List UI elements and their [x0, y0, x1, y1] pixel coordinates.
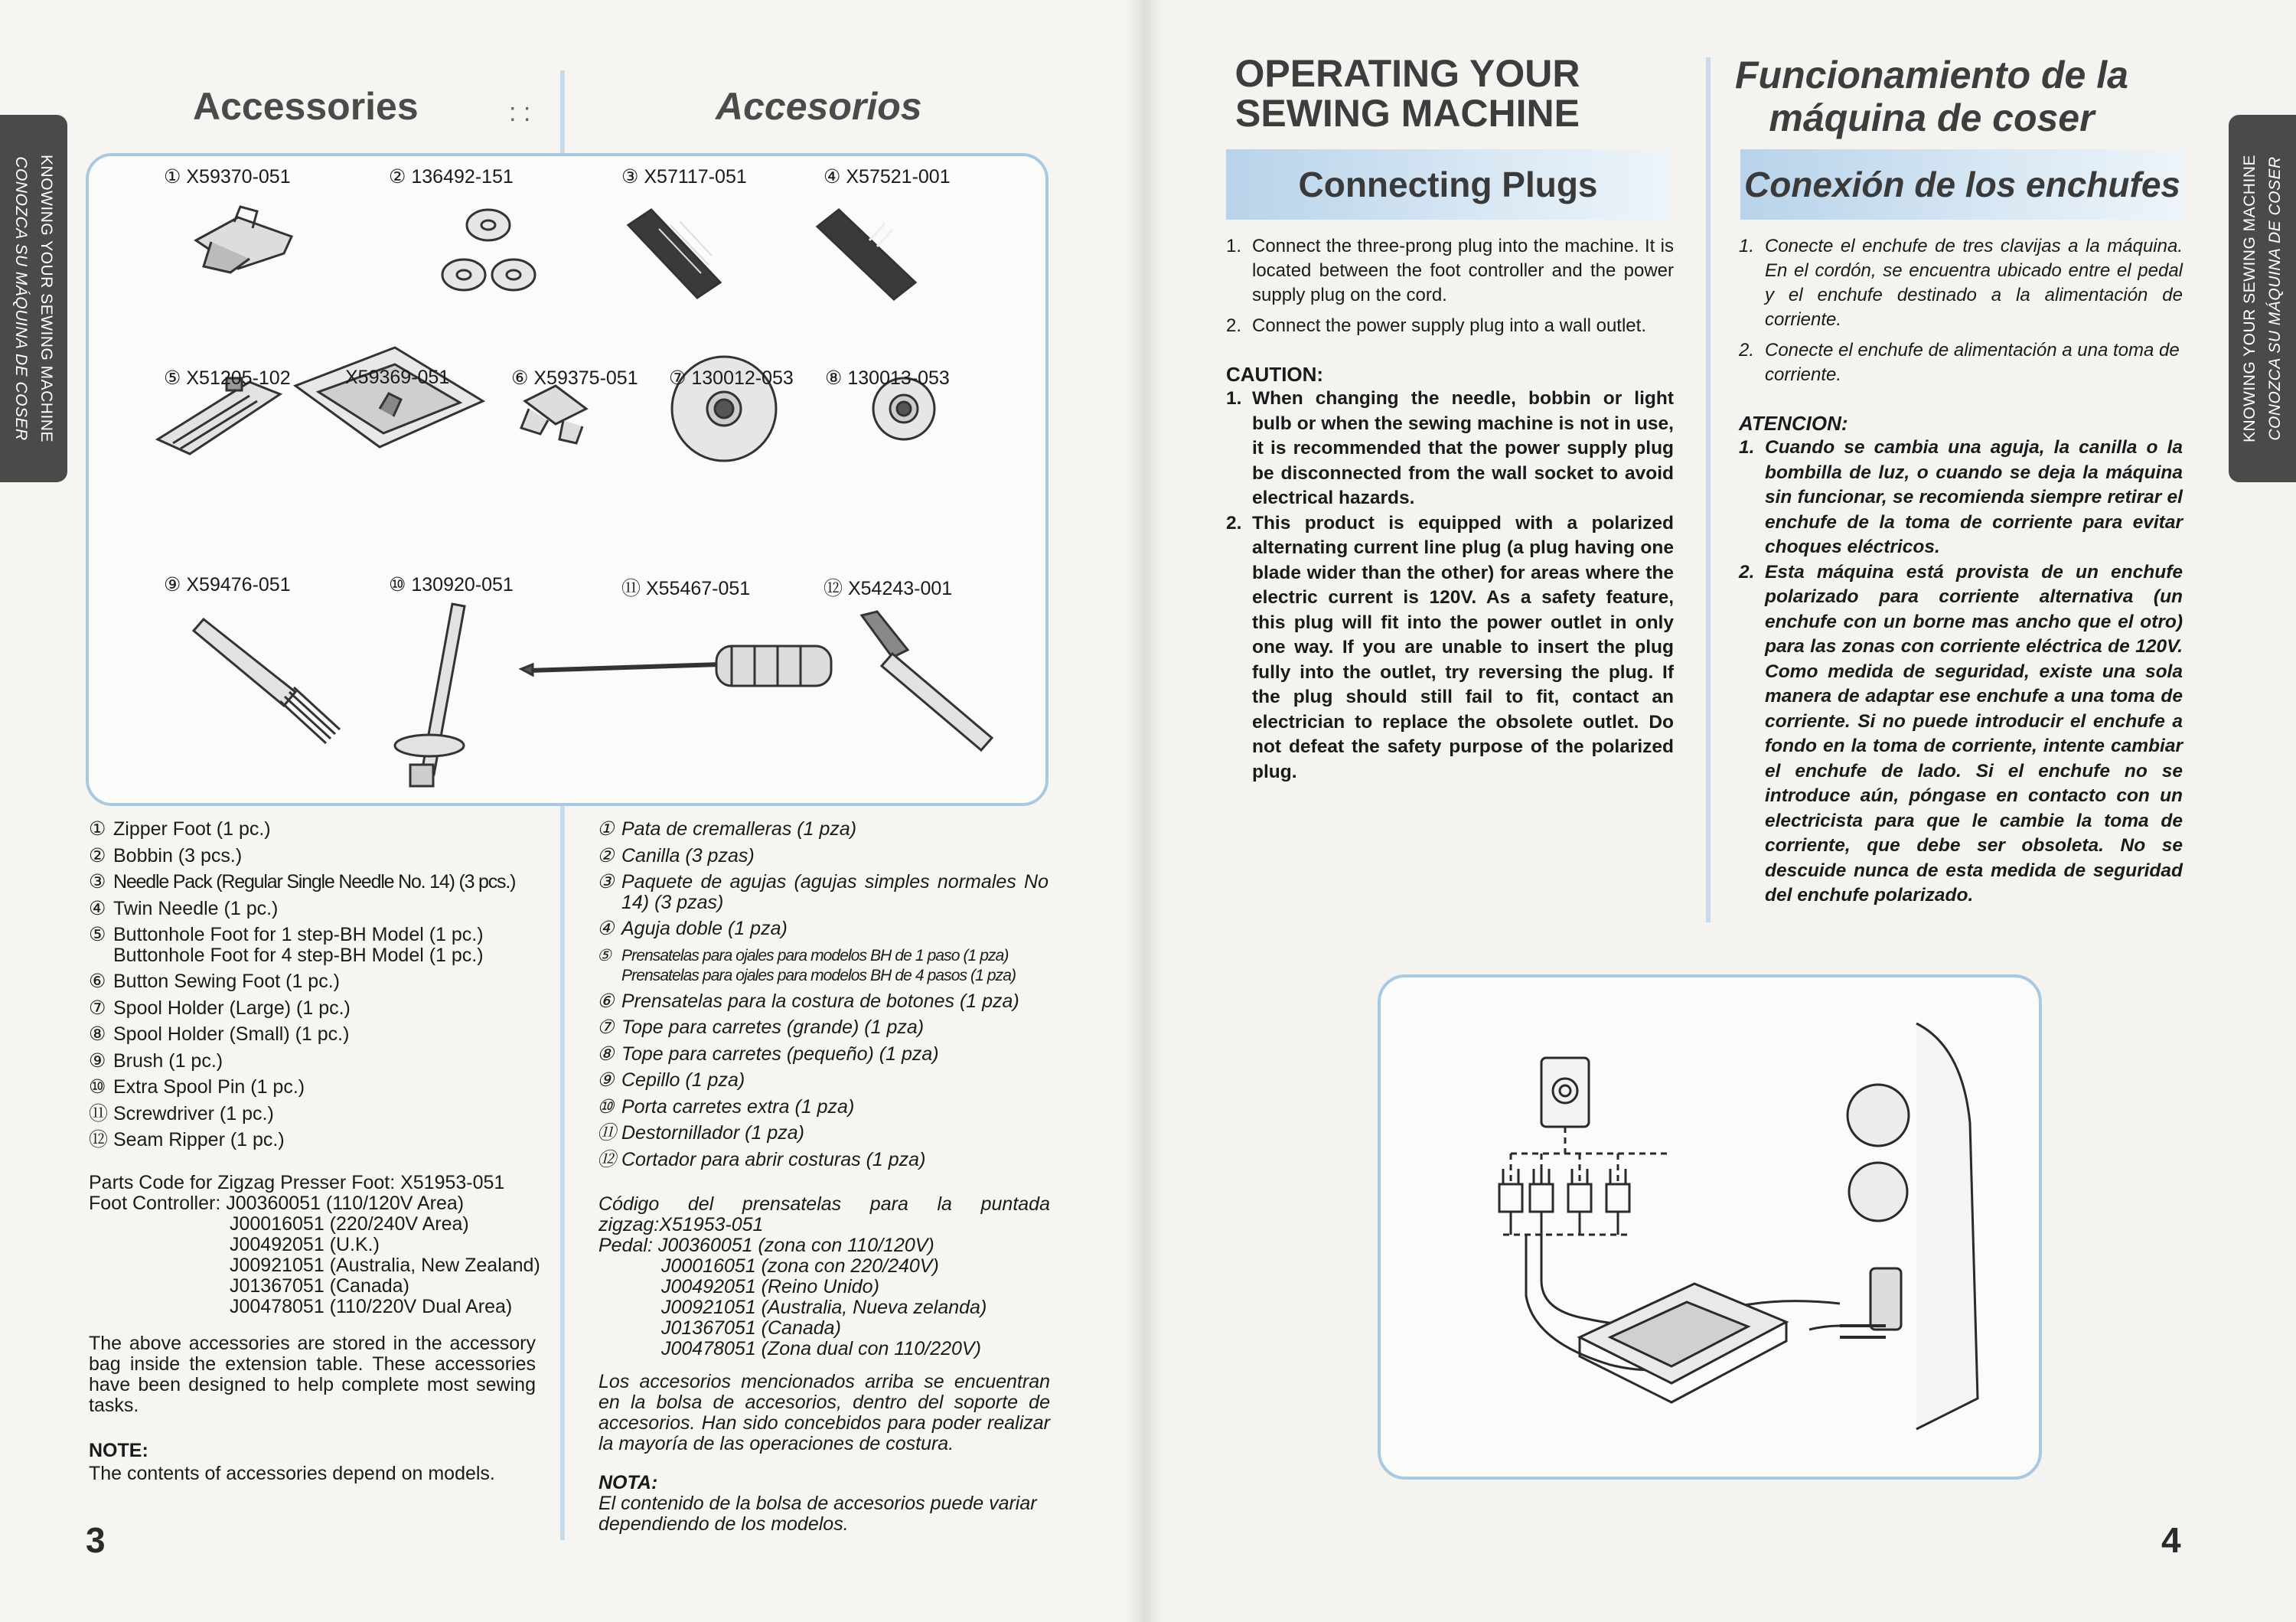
list-item: ③ Paquete de agujas (agujas simples normales No 14) (3 pzas)	[597, 871, 1049, 913]
part-code-9: ⑨ X59476-051	[164, 574, 291, 596]
part-code-2: ② 136492-151	[389, 166, 514, 188]
button-sewing-foot-icon	[521, 386, 586, 443]
steps-en	[1226, 234, 1674, 344]
needle-pack-icon	[628, 210, 720, 298]
accessories-list-es	[597, 816, 1049, 1173]
part-code-4: ④ X57521-001	[823, 166, 951, 188]
accessories-heading-en: Accessories	[193, 85, 419, 128]
zigzag-foot-code: zigzag:X51953-051	[598, 1214, 764, 1235]
list-item: ② Bobbin (3 pcs.)	[89, 844, 243, 866]
accessories-illustrations	[89, 156, 1045, 803]
list-item: 2. This product is equipped with a polarized alternating current line plug (a plug having one blade wider than the other) for areas where the electric current is 120V. As a safety feature, this plug will fit into the power outlet in only one way. If you are unable to insert the plug fully into the outlet, try reversing the plug. If the plug should still fail to fit, contact an electrician to replace the obsolete outlet. Do not defeat the safety purpose of the polarized plug.	[1226, 512, 1674, 782]
accessories-heading-es: Accesorios	[716, 85, 922, 128]
list-item: ⑫ Seam Ripper (1 pc.)	[89, 1129, 285, 1150]
part-code-12: ⑫ X54243-001	[823, 578, 953, 599]
page-number-right: 4	[2161, 1520, 2181, 1560]
brush-icon	[194, 619, 340, 743]
section-side-tab	[2229, 115, 2296, 482]
page-title-en	[1220, 54, 1595, 133]
list-item: ⑥ Button Sewing Foot (1 pc.)	[89, 971, 340, 992]
list-item: ⑧ Spool Holder (Small) (1 pc.)	[89, 1023, 350, 1045]
list-item: ⑨ Brush (1 pc.)	[89, 1049, 223, 1072]
caution-list-es	[1739, 436, 2183, 909]
column-divider	[1706, 57, 1711, 922]
parts-codes-es	[598, 1194, 1050, 1359]
sewing-machine-side-icon	[1809, 1023, 1978, 1429]
storage-note-en: The above accessories are stored in the accessory bag inside the extension table. These accessories have been designed to help complete most sewing tasks.	[89, 1333, 536, 1416]
page-title-es	[1717, 54, 2146, 139]
list-item: ④ Aguja doble (1 pza)	[597, 918, 788, 939]
list-item: ⑪ Screwdriver (1 pc.)	[89, 1102, 274, 1124]
caution-list-en	[1226, 387, 1674, 785]
part-code-11: ⑪ X55467-051	[621, 578, 751, 599]
list-item: ⑨ Cepillo (1 pza)	[597, 1069, 745, 1091]
list-item: 1. Connect the three-prong plug into the machine. It is located between the foot controller and the power supply plug on the cord.	[1226, 236, 1674, 305]
list-item: 1. Conecte el enchufe de tres clavijas a la máquina. En el cordón, se encuentra ubicado entre el pedal y el enchufe destinado a la alimentación de corriente.	[1739, 236, 2183, 330]
accessories-list-en	[89, 816, 540, 1154]
caution-title-en: CAUTION:	[1226, 363, 1324, 386]
title-line: Funcionamiento de la	[1735, 54, 2128, 96]
side-tab-line-en: KNOWING YOUR SEWING MACHINE	[2241, 155, 2258, 442]
part-code-7: ⑦ 130012-053	[669, 367, 794, 389]
foot-controller-code: J00492051 (U.K.)	[230, 1234, 380, 1255]
part-code-1: ① X59370-051	[164, 166, 291, 188]
list-item: ④ Twin Needle (1 pc.)	[89, 897, 279, 919]
list-item: 1. When changing the needle, bobbin or light bulb or when the sewing machine is not in use, it is recommended that the power supply plug be disconnected from the wall socket to avoid electrical hazards.	[1226, 388, 1674, 508]
list-item: Prensatelas para ojales para modelos BH de 4 pasos (1 pza)	[621, 966, 1016, 984]
list-item: ⑤ Prensatelas para ojales para modelos BH de 1 paso (1 pza)	[597, 946, 1009, 964]
foot-controller-icon	[1580, 1284, 1786, 1402]
part-code-3: ③ X57117-051	[621, 166, 747, 188]
extra-spool-pin-icon	[395, 604, 465, 786]
title-line: OPERATING YOUR	[1234, 52, 1580, 95]
list-item: ② Canilla (3 pzas)	[597, 844, 755, 866]
side-tab-line-es: CONOZCA SU MÁQUINA DE COSER	[2266, 156, 2284, 441]
zigzag-foot-code: Parts Code for Zigzag Presser Foot: X51953-051	[89, 1172, 505, 1193]
foot-controller-code: J00016051 (zona con 220/240V)	[661, 1255, 939, 1277]
list-item: ① Pata de cremalleras (1 pza)	[597, 818, 857, 840]
note-text-en: The contents of accessories depend on models.	[89, 1463, 495, 1484]
list-item: ⑫ Cortador para abrir costuras (1 pza)	[597, 1148, 926, 1170]
zipper-foot-icon	[196, 207, 292, 273]
list-item: ③ Needle Pack (Regular Single Needle No. 14) (3 pcs.)	[89, 871, 516, 893]
list-item: ⑧ Tope para carretes (pequeño) (1 pza)	[597, 1043, 939, 1065]
foot-controller-code: J00478051 (110/220V Dual Area)	[230, 1296, 513, 1317]
list-item: ⑦ Tope para carretes (grande) (1 pza)	[597, 1017, 925, 1038]
list-item: ⑪ Destornillador (1 pza)	[597, 1122, 804, 1144]
part-code-10: ⑩ 130920-051	[389, 574, 514, 596]
list-item: 2. Connect the power supply plug into a wall outlet.	[1226, 315, 1646, 336]
steps-es	[1739, 234, 2183, 393]
note-title-en: NOTE:	[89, 1440, 148, 1461]
foot-controller-code: J00478051 (Zona dual con 110/220V)	[661, 1338, 981, 1359]
left-page	[0, 0, 1143, 1622]
section-banner-en: Connecting Plugs	[1226, 149, 1670, 220]
parts-codes-en	[89, 1173, 548, 1317]
list-item: ⑦ Spool Holder (Large) (1 pc.)	[89, 997, 351, 1019]
list-item: ⑩ Porta carretes extra (1 pza)	[597, 1095, 855, 1118]
foot-controller-code: J01367051 (Canada)	[230, 1275, 409, 1297]
side-tab-line-en: KNOWING YOUR SEWING MACHINE	[38, 155, 55, 442]
accessories-illustration-box	[86, 153, 1049, 806]
title-line: máquina de coser	[1769, 96, 2095, 139]
list-item: ⑥ Prensatelas para la costura de botones (1 pza)	[597, 990, 1019, 1012]
seam-ripper-icon	[862, 612, 992, 750]
page-number-left: 3	[86, 1520, 106, 1560]
book-gutter	[1125, 0, 1163, 1622]
colon-marks: : :	[509, 98, 531, 127]
foot-controller-code: J00921051 (Australia, New Zealand)	[230, 1255, 540, 1276]
foot-controller-code: J00492051 (Reino Unido)	[661, 1276, 879, 1297]
section-side-tab	[0, 115, 67, 482]
note-text-es: El contenido de la bolsa de accesorios puede variar dependiendo de los modelos.	[598, 1493, 1037, 1535]
section-banner-es: Conexión de los enchufes	[1740, 149, 2184, 220]
list-item: ① Zipper Foot (1 pc.)	[89, 818, 271, 840]
caution-title-es: ATENCION:	[1739, 412, 1848, 435]
plug-diagram-drawing	[1381, 977, 2039, 1477]
foot-controller-code: Pedal: J00360051 (zona con 110/120V)	[598, 1235, 934, 1256]
part-code-8: ⑧ 130013-053	[825, 367, 950, 389]
plug-type-icon	[1499, 1169, 1629, 1235]
part-code-6: ⑥ X59375-051	[511, 367, 638, 389]
title-line: SEWING MACHINE	[1235, 92, 1580, 135]
foot-controller-code: J01367051 (Canada)	[661, 1317, 841, 1339]
part-code-5: ⑤ X51205-102	[164, 367, 291, 389]
list-item: Buttonhole Foot for 4 step-BH Model (1 pc.)	[113, 945, 484, 966]
wall-outlet-icon	[1541, 1058, 1589, 1127]
screwdriver-icon	[521, 646, 831, 686]
foot-controller-code: J00016051 (220/240V Area)	[230, 1213, 469, 1235]
foot-controller-code: J00921051 (Australia, Nueva zelanda)	[661, 1297, 987, 1318]
plug-connection-diagram	[1378, 974, 2042, 1480]
note-title-es: NOTA:	[598, 1472, 658, 1493]
bobbin-icon	[442, 210, 535, 290]
list-item: ⑤ Buttonhole Foot for 1 step-BH Model (1 pc.)	[89, 924, 484, 945]
list-item: 2. Esta máquina está provista de un enchufe polarizado para corriente alternativa (un enchufe con un borne mas ancho que el otro) para las zonas con corriente eléctrica de 120V. Como medida de seguridad, existe una sola manera de adaptar ese enchufe a una toma de corriente. Si no puede introducir el enchufe a fondo en la toma de corriente, intente cambiar el enchufe de lado. Si el enchufe no se introduce aún, póngase en contacto con un electricista para que le cambie la toma de corriente, que debe ser obsoleta. No se descuide nunca de esta medida de seguridad del enchufe polarizado.	[1739, 561, 2183, 906]
side-tab-line-es: CONOZCA SU MÁQUINA DE COSER	[12, 156, 30, 441]
foot-controller-code: Foot Controller: J00360051 (110/120V Area)	[89, 1193, 465, 1214]
zigzag-foot-code: Código del prensatelas para la puntada	[598, 1193, 1050, 1215]
storage-note-es: Los accesorios mencionados arriba se encuentran en la bolsa de accesorios, dentro del soporte de accesorios. Han sido concebidos para poder realizar la mayoría de las operaciones de costura.	[598, 1371, 1050, 1454]
part-code-5b: X59369-051	[345, 367, 450, 388]
list-item: ⑩ Extra Spool Pin (1 pc.)	[89, 1076, 305, 1098]
list-item: 1. Cuando se cambia una aguja, la canilla o la bombilla de luz, o cuando se deja la máquina sin funcionar, se recomienda siempre retirar el enchufe de la toma de corriente para evitar choques eléctricos.	[1739, 437, 2183, 557]
list-item: 2. Conecte el enchufe de alimentación a una toma de corriente.	[1739, 340, 2180, 385]
twin-needle-icon	[817, 210, 915, 299]
buttonhole-foot-4step-icon	[295, 348, 483, 447]
